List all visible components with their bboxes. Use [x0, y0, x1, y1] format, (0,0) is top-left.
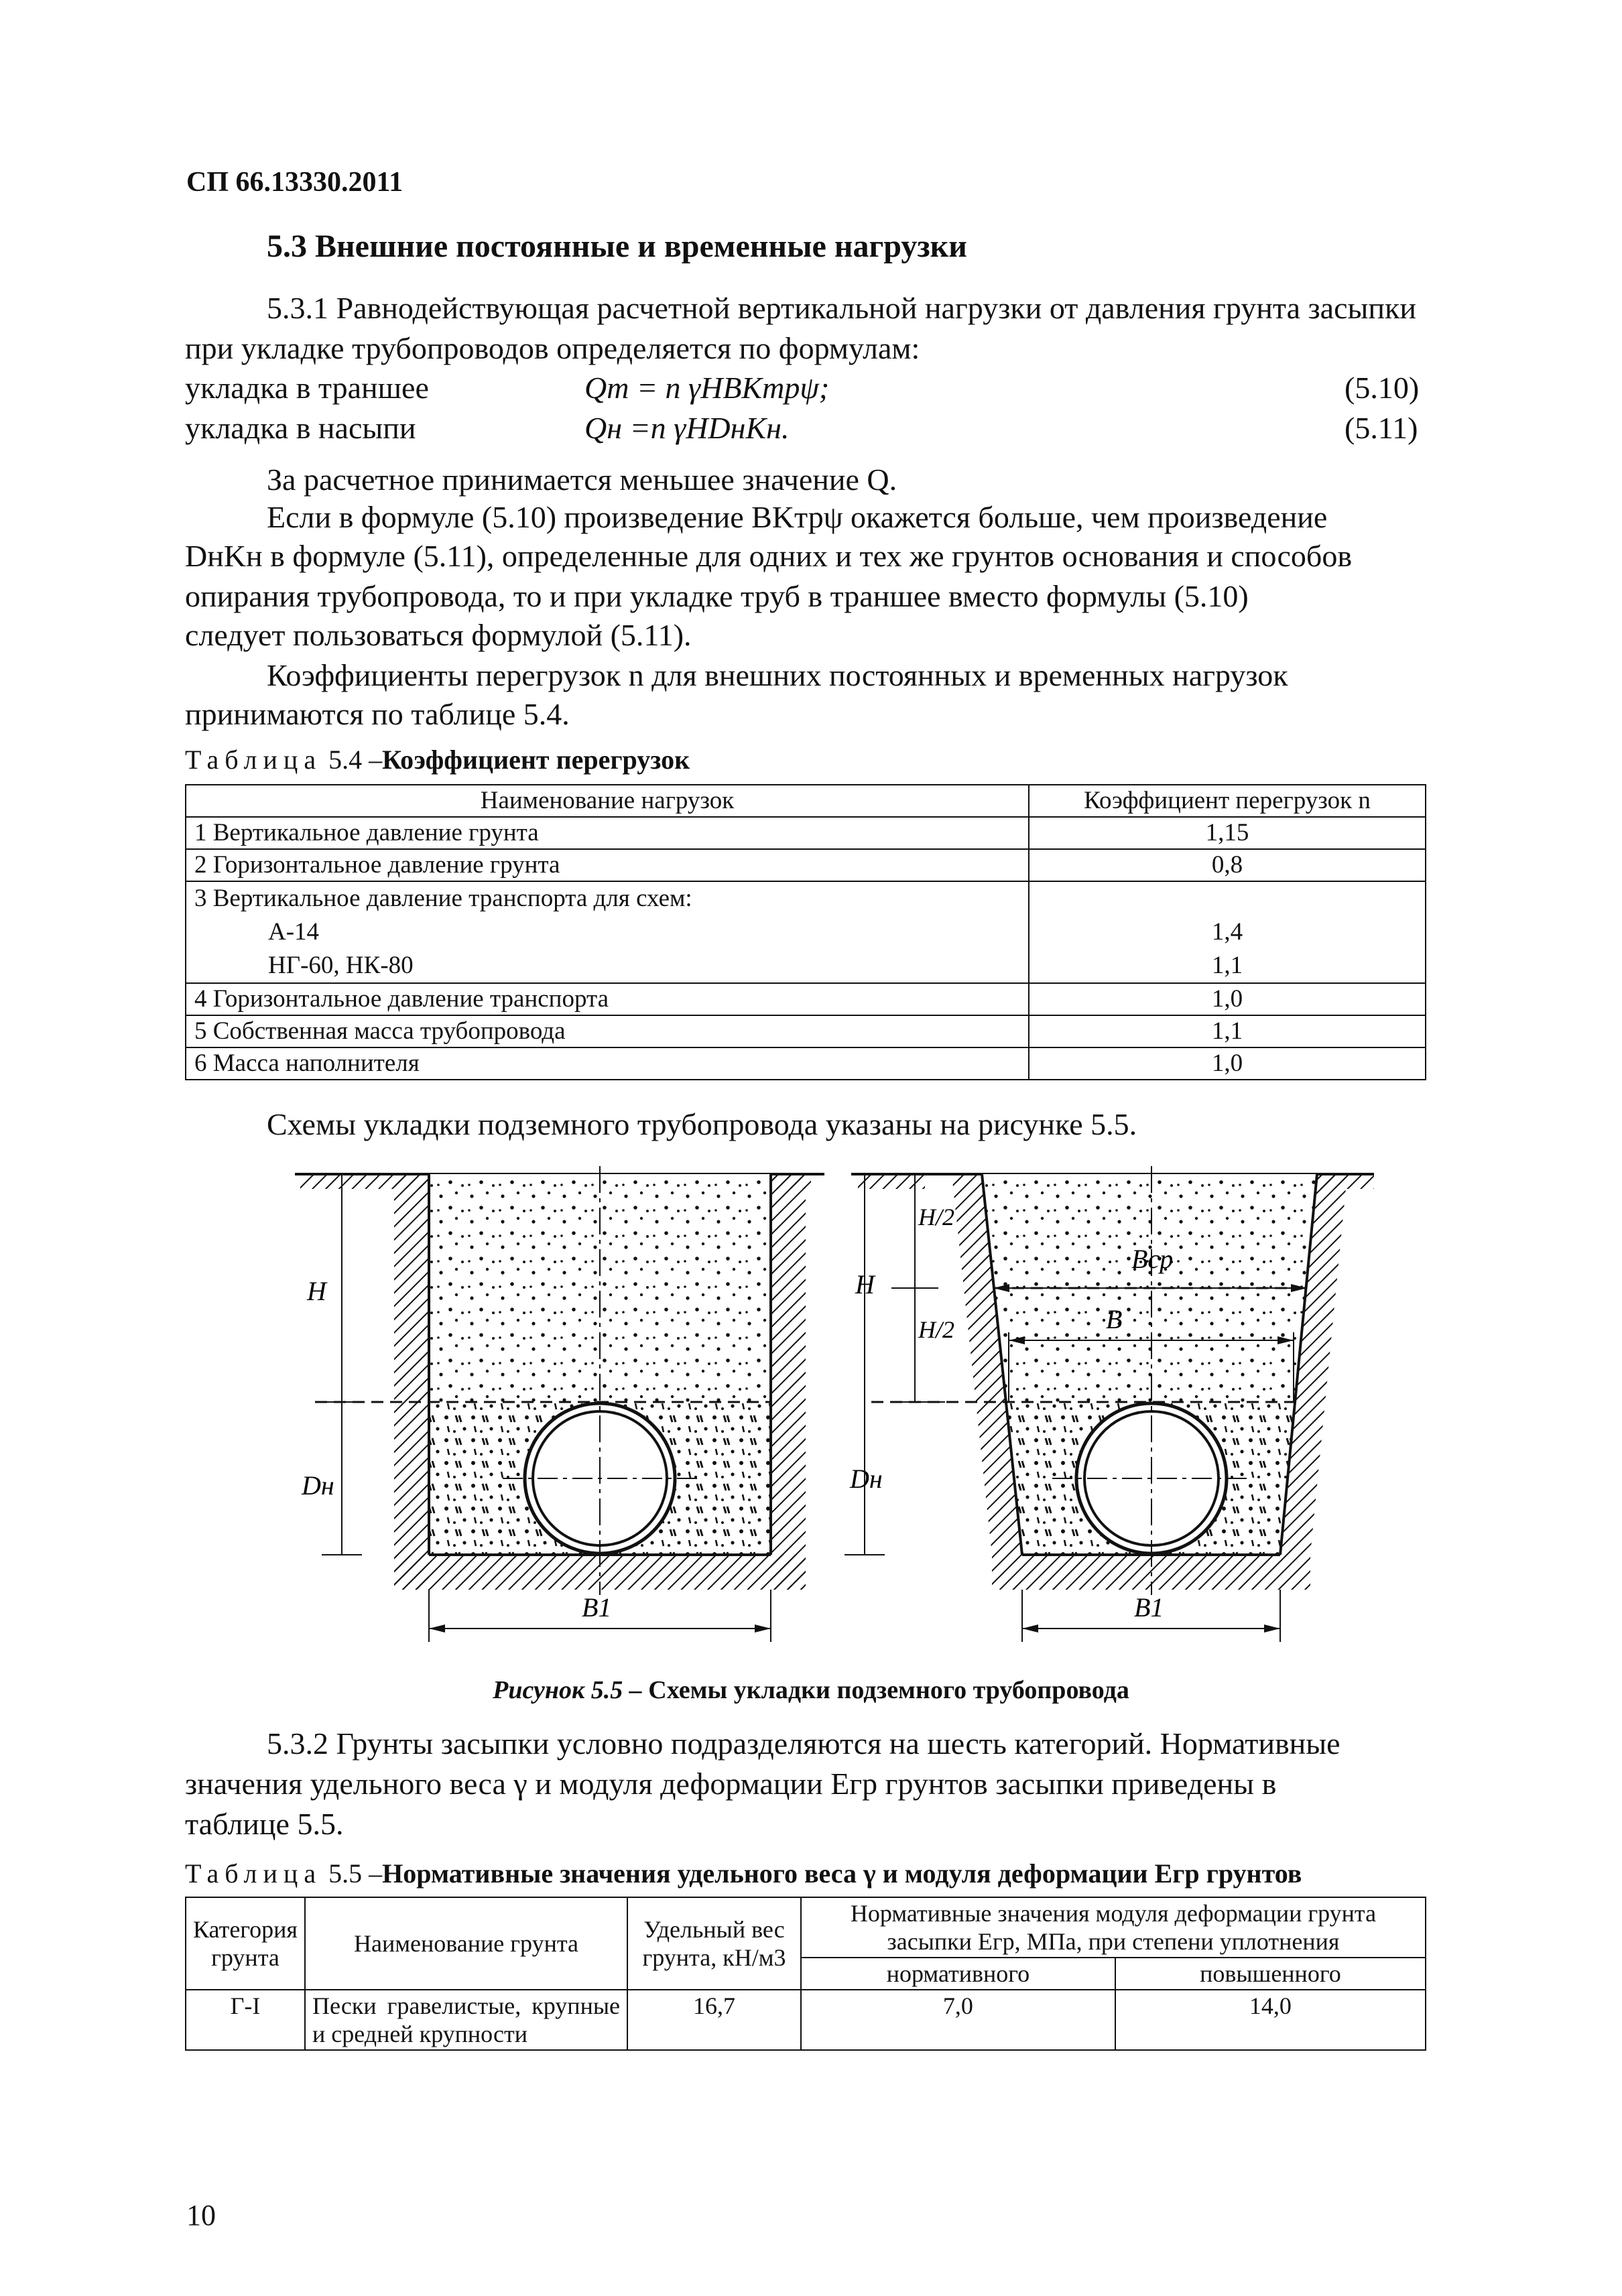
table55-cell-weight: 16,7: [627, 1990, 801, 2050]
figure-5-5: [282, 1139, 1381, 1662]
p532-line3: таблице 5.5.: [185, 1807, 344, 1841]
p-if-line3: опирания трубопровода, то и при укладке труб в траншее вместо формулы (5.10): [185, 579, 1249, 613]
table55-caption-title: Нормативные значения удельного веса γ и модуля деформации Eгр грунтов: [382, 1858, 1302, 1889]
table54-cell-value: 1,15: [1029, 817, 1426, 849]
table54-cell-value: 1,4: [1211, 918, 1243, 946]
label-B1-left: B1: [582, 1592, 612, 1622]
table55-header-category: Категория грунта: [186, 1897, 305, 1990]
table-row: [186, 817, 1426, 849]
figure-caption: [0, 1675, 1622, 1705]
table55-header-normal: нормативного: [801, 1958, 1115, 1990]
page-number: 10: [186, 2199, 216, 2232]
p-schemes: Схемы укладки подземного трубопровода указаны на рисунке 5.5.: [267, 1107, 1137, 1141]
formula-number-510: (5.10): [1345, 371, 1420, 405]
p-coef-line2: принимаются по таблице 5.4.: [185, 697, 570, 731]
table55-cell-normal: 7,0: [801, 1990, 1115, 2050]
trench-wall-right: [771, 1174, 806, 1590]
table54-cell-value: 0,8: [1029, 849, 1426, 881]
table54-header-name: Наименование нагрузок: [186, 785, 1029, 817]
table55-caption-word: Таблица: [185, 1858, 322, 1889]
p-coef-line1: Коэффициенты перегрузок n для внешних постоянных и временных нагрузок: [267, 658, 1288, 692]
table55-cell-increased: 14,0: [1115, 1990, 1426, 2050]
p531-line1: 5.3.1 Равнодействующая расчетной вертикальной нагрузки от давления грунта засыпки: [267, 291, 1416, 325]
p532-line2: значения удельного веса γ и модуля деформации Eгр грунтов засыпки приведены в: [185, 1767, 1277, 1801]
formula-label-embankment: укладка в насыпи: [185, 411, 416, 445]
table54-cell-value: 1,1: [1029, 1015, 1426, 1047]
formula-embankment: Qн =n γHDнKн.: [584, 411, 790, 445]
table55-cell-category: Г-I: [186, 1990, 305, 2050]
table-row: [186, 849, 1426, 881]
table54-caption-title: Коэффициент перегрузок: [382, 745, 690, 775]
table54-cell-name: 2 Горизонтальное давление грунта: [186, 849, 1029, 881]
table55-caption-num: 5.5 –: [328, 1858, 383, 1889]
table54-cell-name: А-14: [268, 918, 320, 946]
p531-line2: при укладке трубопроводов определяется по формулам:: [185, 331, 920, 365]
figure-caption-label: Рисунок 5.5 –: [493, 1676, 642, 1704]
scheme-trench-rectangular: [295, 1166, 824, 1642]
label-Dn-left: Dн: [302, 1470, 334, 1501]
table54-cell-name: НГ-60, НК-80: [268, 952, 414, 979]
figure-caption-title: Схемы укладки подземного трубопровода: [648, 1676, 1129, 1704]
table55-header-modulus: Нормативные значения модуля деформации грунта засыпки Eгр, МПа, при степени уплотнения: [801, 1897, 1426, 1958]
table-row: [186, 881, 1426, 983]
table54-cell-value: 1,1: [1211, 952, 1243, 979]
label-B: B: [1106, 1304, 1123, 1334]
table-row: [186, 983, 1426, 1015]
table55-header-increased: повышенного: [1115, 1958, 1426, 1990]
table54-cell-name: 3 Вертикальное давление транспорта для схем:: [194, 885, 692, 912]
scheme-trench-sloped: [845, 1166, 1374, 1642]
table54-cell-name: 1 Вертикальное давление грунта: [186, 817, 1029, 849]
p-if-line2: DнKн в формуле (5.11), определенные для одних и тех же грунтов основания и способов: [185, 539, 1353, 573]
p532-line1: 5.3.2 Грунты засыпки условно подразделяются на шесть категорий. Нормативные: [267, 1726, 1340, 1761]
table54-caption-word: Таблица: [185, 745, 322, 775]
trench-wall-left: [394, 1174, 429, 1590]
label-H2-bottom: H/2: [918, 1316, 954, 1343]
p-if-line1: Если в формуле (5.10) произведение BKтрψ окажется больше, чем произведение: [267, 500, 1328, 534]
table54-cell-name: 4 Горизонтальное давление транспорта: [186, 983, 1029, 1015]
table54-cell-name: 6 Масса наполнителя: [186, 1047, 1029, 1080]
table55-header-weight: Удельный вес грунта, кН/м3: [627, 1897, 801, 1990]
table55-caption: [185, 1858, 1302, 1889]
p-min-value: За расчетное принимается меньшее значение Q.: [267, 462, 897, 497]
formula-label-trench: укладка в траншее: [185, 371, 429, 405]
label-B1-right: B1: [1134, 1592, 1164, 1622]
table-row: [186, 1015, 1426, 1047]
label-Dn-right: Dн: [850, 1464, 883, 1494]
table55-cell-name: Пески гравелистые, крупные и средней крупности: [305, 1990, 627, 2050]
table-row: [186, 1047, 1426, 1080]
table54-cell-value: [1038, 882, 1417, 915]
table55-header-name: Наименование грунта: [305, 1897, 627, 1990]
label-Bsr: Bср: [1131, 1244, 1174, 1274]
label-H2-top: H/2: [918, 1204, 954, 1230]
formula-trench: Qт = n γHBKтрψ;: [584, 371, 830, 405]
label-H-right: H: [855, 1269, 875, 1299]
formula-number-511: (5.11): [1345, 411, 1418, 445]
table-row: [186, 1990, 1426, 2050]
table54-caption-num: 5.4 –: [328, 745, 383, 775]
table54-cell-value-group: [1029, 881, 1426, 983]
p-if-line4: следует пользоваться формулой (5.11).: [185, 618, 692, 652]
document-code: СП 66.13330.2011: [186, 167, 403, 198]
table54-header-coef: Коэффициент перегрузок n: [1029, 785, 1426, 817]
table54-cell-value: 1,0: [1029, 983, 1426, 1015]
table55: [185, 1897, 1426, 2051]
label-H-left: H: [307, 1276, 326, 1306]
table54-cell-value: 1,0: [1029, 1047, 1426, 1080]
table54: [185, 784, 1426, 1080]
table54-cell-name: 5 Собственная масса трубопровода: [186, 1015, 1029, 1047]
table54-caption: [185, 744, 690, 775]
table54-cell-name-group: [186, 881, 1029, 983]
section-title: 5.3 Внешние постоянные и временные нагрузки: [267, 229, 967, 264]
